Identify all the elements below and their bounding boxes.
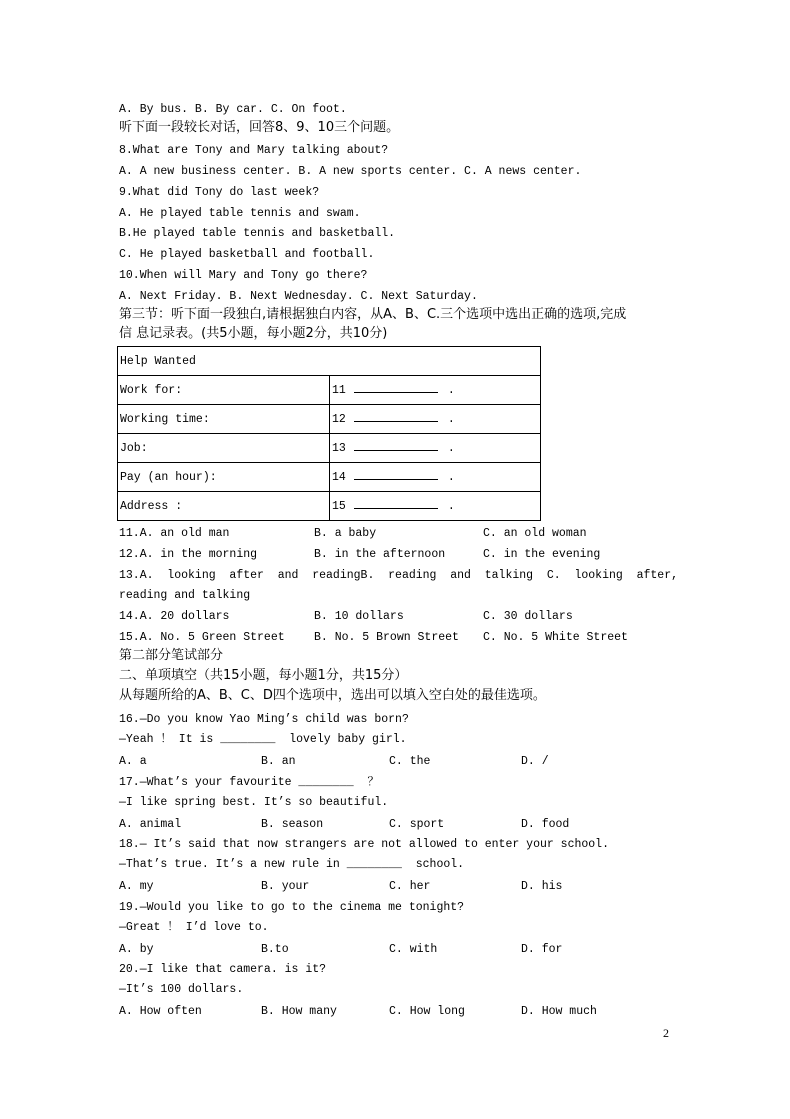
table-row — [118, 347, 541, 376]
text-line: A. By bus. B. By car. C. On foot. — [119, 103, 347, 116]
option-text: B.to — [261, 942, 289, 956]
option-text: A. animal — [119, 817, 182, 831]
text-line: 10.When will Mary and Tony go there? — [119, 269, 368, 282]
answer-cell — [330, 405, 541, 434]
row-label: Work for: — [118, 376, 330, 405]
option-text: D. for — [521, 942, 563, 956]
answer-cell — [330, 492, 541, 521]
answer-blank[interactable] — [354, 450, 438, 451]
question-number: 12 — [332, 412, 346, 426]
question-number: 15 — [332, 499, 346, 513]
option-text: C. an old woman — [483, 527, 587, 540]
text-line: B.He played table tennis and basketball. — [119, 227, 396, 240]
response-text: —Great ！ I’d love to. — [119, 920, 269, 934]
question-text: 17.—What’s your favourite ________ ？ — [119, 775, 379, 789]
option-text: C. sport — [389, 817, 445, 831]
answer-cell — [330, 463, 541, 492]
option-text: C. No. 5 White Street — [483, 631, 628, 644]
response-text: —Yeah ！ It is ________ lovely baby girl. — [119, 733, 407, 746]
option-text: 15.A. No. 5 Green Street — [119, 631, 285, 644]
option-text: B. How many — [261, 1005, 337, 1018]
question-number: 11 — [332, 383, 346, 397]
table-row — [118, 434, 541, 463]
row-label: Pay (an hour): — [118, 463, 330, 492]
answer-blank[interactable] — [354, 421, 438, 422]
option-text: A. by — [119, 942, 154, 956]
question-number: 14 — [332, 470, 346, 484]
row-label: Working time: — [118, 405, 330, 434]
option-text: A. my — [119, 880, 154, 893]
help-wanted-table — [117, 346, 541, 521]
section-heading: 二、单项填空（共15小题，每小题1分，共15分） — [119, 668, 408, 683]
text-line: 听下面一段较长对话，回答8、9、10三个问题。 — [119, 120, 400, 135]
question-text: 19.—Would you like to go to the cinema me tonight? — [119, 900, 465, 914]
text-line: 13.A. looking after and readingB. reading and talking C. looking after, — [119, 569, 678, 582]
text-line: C. He played basketball and football. — [119, 248, 375, 261]
option-text: B. a baby — [314, 527, 377, 540]
option-text: B. No. 5 Brown Street — [314, 631, 459, 644]
option-text: D. his — [521, 880, 563, 893]
option-text: 11.A. an old man — [119, 527, 230, 540]
page-number: 2 — [663, 1026, 669, 1040]
option-text: 14.A. 20 dollars — [119, 610, 230, 623]
text-line: 信 息记录表。(共5小题，每小题2分，共10分) — [119, 326, 388, 341]
period: . — [447, 412, 455, 426]
answer-blank[interactable] — [354, 392, 438, 393]
table-row — [118, 405, 541, 434]
section-heading: 第二部分笔试部分 — [119, 648, 224, 663]
response-text: —It’s 100 dollars. — [119, 983, 244, 996]
option-text: 12.A. in the morning — [119, 548, 258, 561]
text-line: 8.What are Tony and Mary talking about? — [119, 144, 389, 157]
section-heading: 从每题所给的A、B、C、D四个选项中，选出可以填入空白处的最佳选项。 — [119, 688, 546, 703]
response-text: —That’s true. It’s a new rule in ________ school. — [119, 858, 465, 871]
answer-cell — [330, 376, 541, 405]
table-title: Help Wanted — [118, 347, 541, 376]
option-text: D. food — [521, 817, 570, 831]
answer-cell — [330, 434, 541, 463]
option-text: C. with — [389, 942, 438, 956]
option-text: C. in the evening — [483, 548, 601, 561]
text-line: A. Next Friday. B. Next Wednesday. C. Next Saturday. — [119, 290, 478, 303]
text-line: reading and talking — [119, 589, 251, 602]
option-text: C. 30 dollars — [483, 610, 573, 623]
question-text: 20.—I like that camera. is it? — [119, 963, 327, 976]
row-label: Address : — [118, 492, 330, 521]
option-text: B. your — [261, 880, 310, 893]
option-text: C. the — [389, 755, 431, 768]
option-text: D. / — [521, 755, 549, 768]
row-label: Job: — [118, 434, 330, 463]
question-number: 13 — [332, 441, 346, 455]
answer-blank[interactable] — [354, 479, 438, 480]
response-text: —I like spring best. It’s so beautiful. — [119, 795, 389, 809]
option-text: C. How long — [389, 1005, 465, 1018]
text-line: 9.What did Tony do last week? — [119, 186, 320, 199]
answer-blank[interactable] — [354, 508, 438, 509]
text-line: A. He played table tennis and swam. — [119, 207, 361, 220]
option-text: D. How much — [521, 1005, 597, 1018]
option-text: B. season — [261, 817, 324, 831]
text-line: A. A new business center. B. A new sports center. C. A news center. — [119, 165, 582, 178]
period: . — [447, 441, 455, 455]
period: . — [447, 470, 455, 484]
period: . — [447, 499, 455, 513]
text-line: 第三节：听下面一段独白,请根据独白内容，从A、B、C.三个选项中选出正确的选项,完成 — [119, 307, 627, 322]
option-text: A. How often — [119, 1005, 202, 1018]
option-text: B. an — [261, 755, 296, 768]
option-text: B. in the afternoon — [314, 548, 446, 561]
question-text: 16.—Do you know Yao Ming’s child was born? — [119, 713, 409, 726]
table-row — [118, 492, 541, 521]
option-text: A. a — [119, 755, 147, 768]
question-text: 18.— It’s said that now strangers are not allowed to enter your school. — [119, 838, 609, 851]
option-text: B. 10 dollars — [314, 610, 404, 623]
period: . — [447, 383, 455, 397]
option-text: C. her — [389, 880, 431, 893]
table-row — [118, 376, 541, 405]
table-row — [118, 463, 541, 492]
